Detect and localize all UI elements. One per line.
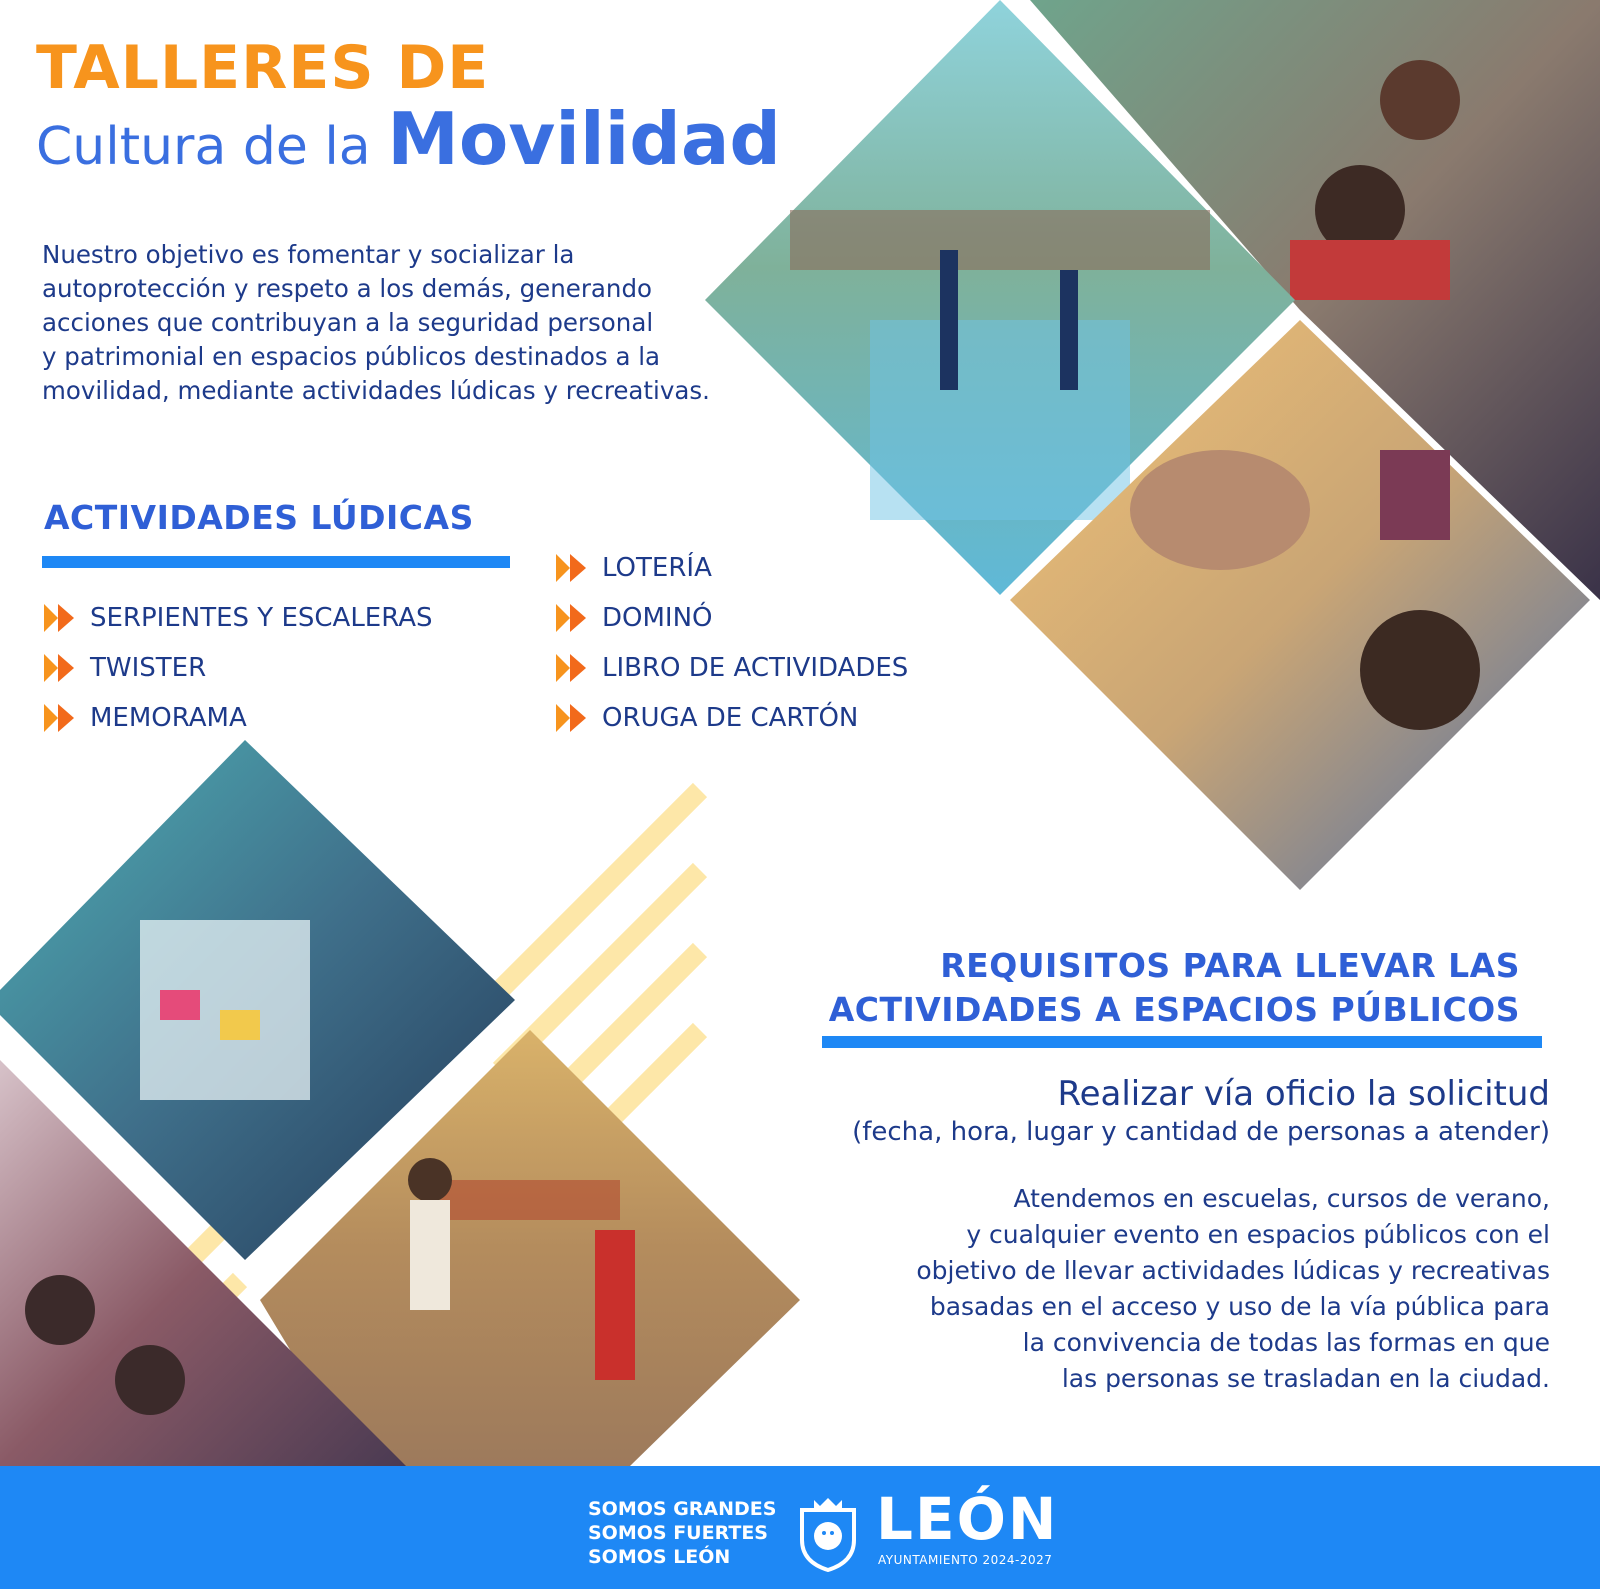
intro-paragraph bbox=[42, 238, 722, 408]
activity-label: ORUGA DE CARTÓN bbox=[602, 703, 859, 733]
activity-item bbox=[556, 602, 713, 634]
activity-label: MEMORAMA bbox=[90, 703, 247, 733]
activity-item bbox=[44, 702, 247, 734]
requirements-underline bbox=[822, 1036, 1542, 1048]
requirements-heading bbox=[829, 944, 1520, 1032]
photo-activity-book-diamond bbox=[1000, 310, 1600, 910]
double-chevron-right-icon bbox=[556, 552, 592, 584]
activity-item bbox=[44, 652, 206, 684]
title-prefix: Cultura de la bbox=[36, 117, 371, 177]
requirements-body bbox=[850, 1181, 1550, 1397]
requirements-main: Realizar vía oficio la solicitud bbox=[1057, 1074, 1550, 1114]
double-chevron-right-icon bbox=[556, 602, 592, 634]
activity-label: SERPIENTES Y ESCALERAS bbox=[90, 603, 433, 633]
requirements-body-line: la convivencia de todas las formas en que bbox=[1022, 1328, 1550, 1357]
double-chevron-right-icon bbox=[556, 652, 592, 684]
intro-line: autoprotección y respeto a los demás, generando bbox=[42, 274, 652, 303]
activity-item bbox=[556, 652, 908, 684]
double-chevron-right-icon bbox=[44, 602, 80, 634]
requirements-body-line: basadas en el acceso y uso de la vía pública para bbox=[929, 1292, 1550, 1321]
requirements-details: (fecha, hora, lugar y cantidad de personas a atender) bbox=[852, 1117, 1550, 1147]
double-chevron-right-icon bbox=[556, 702, 592, 734]
brand-subtitle: AYUNTAMIENTO 2024-2027 bbox=[878, 1553, 1053, 1567]
intro-line: movilidad, mediante actividades lúdicas y recreativas. bbox=[42, 376, 710, 405]
activity-label: TWISTER bbox=[90, 653, 207, 683]
slogan-line: SOMOS LEÓN bbox=[588, 1546, 731, 1568]
requirements-heading-line: REQUISITOS PARA LLEVAR LAS bbox=[940, 946, 1520, 985]
requirements-body-line: y cualquier evento en espacios públicos con el bbox=[966, 1220, 1550, 1249]
lion-crest-icon bbox=[798, 1496, 858, 1572]
activity-item bbox=[44, 602, 433, 634]
page-title-line2 bbox=[36, 97, 781, 181]
slogan-line: SOMOS GRANDES bbox=[588, 1498, 777, 1520]
activity-label: LOTERÍA bbox=[602, 553, 712, 583]
activity-label: LIBRO DE ACTIVIDADES bbox=[602, 653, 909, 683]
brand-logo-text: LEÓN bbox=[876, 1485, 1059, 1553]
activity-item bbox=[556, 552, 712, 584]
activity-label: DOMINÓ bbox=[602, 603, 713, 633]
requirements-body-line: las personas se trasladan en la ciudad. bbox=[1061, 1364, 1550, 1393]
requirements-heading-line: ACTIVIDADES A ESPACIOS PÚBLICOS bbox=[828, 990, 1520, 1029]
activities-underline bbox=[42, 556, 510, 568]
double-chevron-right-icon bbox=[44, 652, 80, 684]
intro-line: acciones que contribuyan a la seguridad personal bbox=[42, 308, 654, 337]
double-chevron-right-icon bbox=[44, 702, 80, 734]
footer-slogan bbox=[588, 1497, 776, 1569]
activity-item bbox=[556, 702, 858, 734]
page-title-line1: TALLERES DE bbox=[36, 33, 490, 103]
requirements-body-line: objetivo de llevar actividades lúdicas y recreativas bbox=[916, 1256, 1550, 1285]
requirements-body-line: Atendemos en escuelas, cursos de verano, bbox=[1013, 1184, 1550, 1213]
photo-bottom-left-panel bbox=[0, 1060, 420, 1466]
intro-line: Nuestro objetivo es fomentar y socializar la bbox=[42, 240, 575, 269]
title-bold-word: Movilidad bbox=[387, 97, 781, 181]
activities-heading: ACTIVIDADES LÚDICAS bbox=[44, 498, 474, 537]
slogan-line: SOMOS FUERTES bbox=[588, 1522, 768, 1544]
intro-line: y patrimonial en espacios públicos destinados a la bbox=[42, 342, 661, 371]
